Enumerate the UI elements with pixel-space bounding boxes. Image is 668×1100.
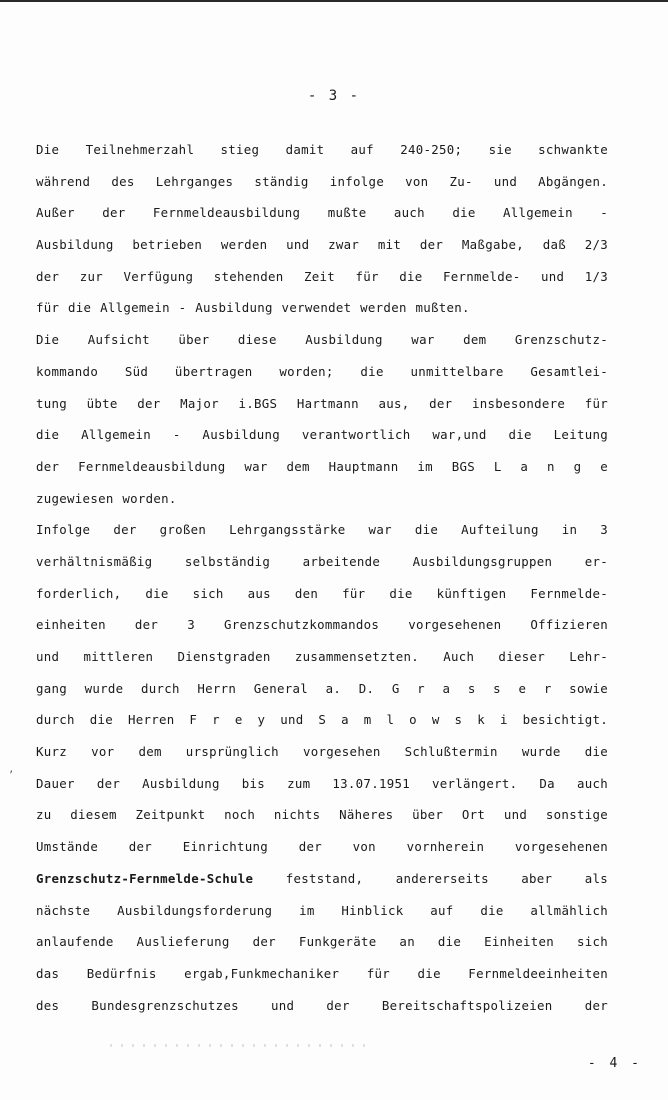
scan-smudge bbox=[110, 1044, 370, 1047]
text-line: des Bundesgrenzschutzes und der Bereitschaftspolizeien der bbox=[36, 997, 608, 1013]
text-line: anlaufende Auslieferung der Funkgeräte an die Einheiten sich bbox=[36, 934, 608, 950]
text-line: der Fernmeldeausbildung war dem Hauptmann im BGS L a n g e bbox=[36, 458, 608, 474]
text-line-mixed bbox=[36, 863, 608, 895]
page-number: - 3 - bbox=[307, 88, 361, 104]
page-top-edge bbox=[0, 0, 668, 2]
text-line: forderlich, die sich aus den für die künftigen Fernmelde- bbox=[36, 585, 608, 601]
text-line: Die Teilnehmerzahl stieg damit auf 240-250; sie schwankte bbox=[36, 142, 608, 157]
text-line: Kurz vor dem ursprünglich vorgesehen Schlußtermin wurde die bbox=[36, 744, 608, 760]
text-line: während des Lehrganges ständig infolge von Zu- und Abgängen. bbox=[36, 173, 608, 189]
text-line: verhältnismäßig selbständig arbeitende Ausbildungsgruppen er- bbox=[36, 553, 608, 569]
text-line-rest: feststand, andererseits aber als bbox=[253, 870, 608, 886]
text-line: Außer der Fernmeldeausbildung mußte auch die Allgemein - bbox=[36, 205, 608, 221]
text-line: Dauer der Ausbildung bis zum 13.07.1951 verlängert. Da auch bbox=[36, 775, 608, 791]
text-line: einheiten der 3 Grenzschutzkommandos vorgesehenen Offizieren bbox=[36, 617, 608, 633]
text-line: Infolge der großen Lehrgangsstärke war die Aufteilung in 3 bbox=[36, 522, 608, 538]
text-line: kommando Süd übertragen worden; die unmittelbare Gesamtlei- bbox=[36, 363, 608, 379]
text-line: gang wurde durch Herrn General a. D. G r a s s e r sowie bbox=[36, 680, 608, 696]
text-line: zu diesem Zeitpunkt noch nichts Näheres über Ort und sonstige bbox=[36, 807, 608, 823]
text-line: zugewiesen worden. bbox=[36, 490, 177, 506]
text-line: tung übte der Major i.BGS Hartmann aus, der insbesondere für bbox=[36, 395, 608, 411]
school-name-bold: Grenzschutz-Fernmelde-Schule bbox=[36, 870, 254, 886]
text-line: Ausbildung betrieben werden und zwar mit der Maßgabe, daß 2/3 bbox=[36, 237, 608, 253]
text-line: das Bedürfnis ergab,Funkmechaniker für die Fernmeldeeinheiten bbox=[36, 965, 608, 981]
text-line: die Allgemein - Ausbildung verantwortlich war,und die Leitung bbox=[36, 427, 608, 443]
text-line: der zur Verfügung stehenden Zeit für die Fernmelde- und 1/3 bbox=[36, 268, 608, 284]
text-line: nächste Ausbildungsforderung im Hinblick auf die allmählich bbox=[36, 902, 608, 918]
next-page-marker: - 4 - bbox=[587, 1056, 642, 1071]
text-line: Die Aufsicht über diese Ausbildung war dem Grenzschutz- bbox=[36, 332, 608, 348]
text-line: und mittleren Dienstgraden zusammensetzten. Auch dieser Lehr- bbox=[36, 649, 608, 664]
text-line: Umstände der Einrichtung der von vornherein vorgesehenen bbox=[36, 839, 608, 855]
body-text bbox=[36, 134, 608, 1021]
margin-mark: ’ bbox=[8, 770, 15, 781]
text-line: durch die Herren F r e y und S a m l o w s k i besichtigt. bbox=[36, 712, 608, 728]
text-line: für die Allgemein - Ausbildung verwendet werden mußten. bbox=[36, 300, 470, 316]
